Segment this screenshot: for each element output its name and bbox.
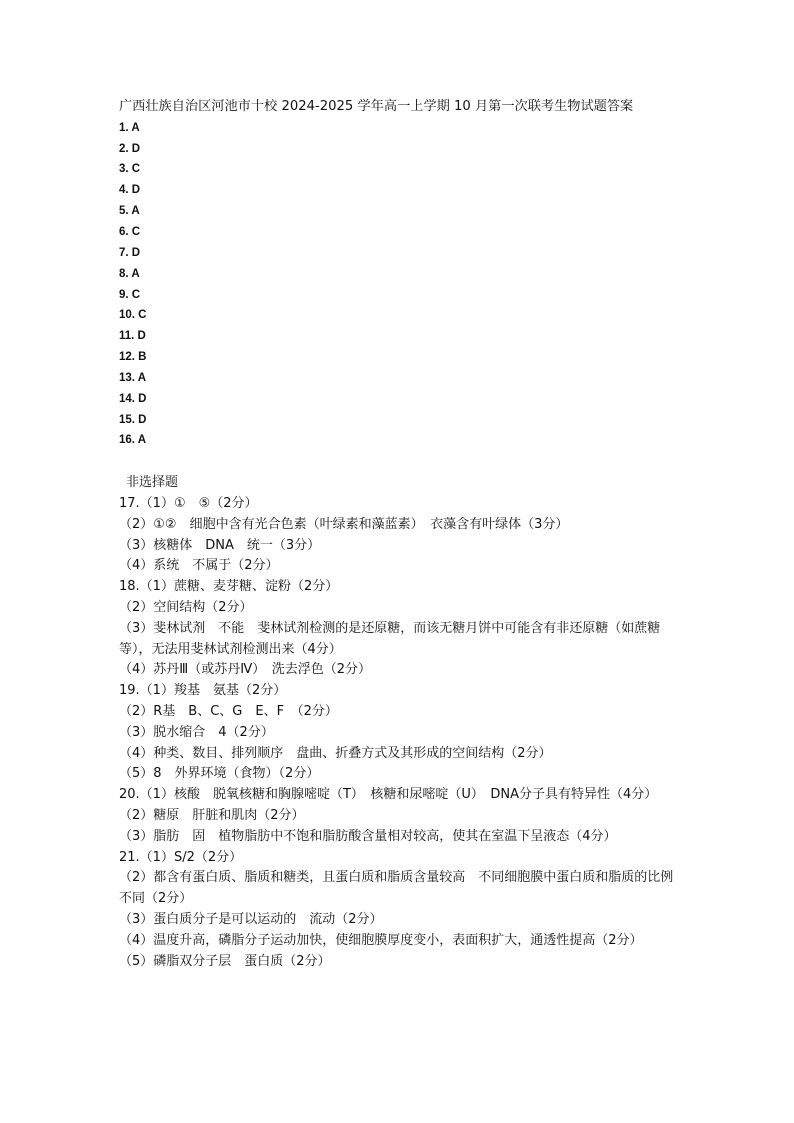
section-heading: 非选择题 (126, 475, 179, 491)
answer-line: （2）空间结构（2分） (119, 600, 253, 616)
answer-line: （3）脱水缩合 4（2分） (119, 724, 274, 740)
answer-item: 8. A (119, 267, 140, 280)
answer-item: 12. B (119, 351, 147, 364)
answer-line: （5）8 外界环境（食物）（2分） (119, 766, 320, 782)
answer-item: 11. D (119, 330, 146, 343)
answer-line: （4）苏丹Ⅲ（或苏丹Ⅳ） 洗去浮色（2分） (119, 662, 372, 678)
answer-line: 21.（1）S/2（2分） (119, 849, 243, 865)
answer-line: 19.（1）羧基 氨基（2分） (119, 683, 287, 699)
answer-line: （2）①② 细胞中含有光合色素（叶绿素和藻蓝素） 衣藻含有叶绿体（3分） (119, 516, 569, 532)
answer-line: 18.（1）蔗糖、麦芽糖、淀粉（2分） (119, 579, 339, 595)
answer-item: 13. A (119, 371, 147, 384)
answer-line: （4）温度升高，磷脂分子运动加快，使细胞膜厚度变小，表面积扩大，通透性提高（2分） (119, 932, 643, 948)
answer-item: 10. C (119, 309, 147, 322)
answer-line: （2）糖原 肝脏和肌肉（2分） (119, 808, 305, 824)
answer-item: 3. C (119, 163, 141, 176)
answer-item: 1. A (119, 121, 140, 134)
answer-line: （5）磷脂双分子层 蛋白质（2分） (119, 953, 331, 969)
answer-line: （2）R基 B、C、G E、F （2分） (119, 704, 338, 720)
answer-line: （3）斐林试剂 不能 斐林试剂检测的是还原糖，而该无糖月饼中可能含有非还原糖（如蔗糖等），无法用斐林试剂检测出来（4分） (119, 620, 661, 657)
multiple-choice-answers (119, 118, 679, 452)
answer-item: 16. A (119, 434, 147, 447)
answer-line: （2）都含有蛋白质、脂质和糖类，且蛋白质和脂质含量较高 不同细胞膜中蛋白质和脂质的比例不同（2分） (119, 870, 674, 907)
answer-line: 20.（1）核酸 脱氧核糖和胸腺嘧啶（T） 核糖和尿嘧啶（U） DNA分子具有特异性（4分） (119, 787, 658, 803)
free-response-answers (119, 494, 679, 972)
answer-item: 7. D (119, 246, 141, 259)
answer-line: （3）脂肪 固 植物脂肪中不饱和脂肪酸含量相对较高，使其在室温下呈液态（4分） (119, 828, 617, 844)
answer-line: 17.（1）① ⑤（2分） (119, 496, 258, 512)
answer-line: （3）核糖体 DNA 统一（3分） (119, 537, 321, 553)
answer-line: （3）蛋白质分子是可以运动的 流动（2分） (119, 912, 383, 928)
answer-item: 5. A (119, 205, 140, 218)
answer-item: 6. C (119, 226, 141, 239)
answer-item: 14. D (119, 392, 147, 405)
document-title: 广西壮族自治区河池市十校 2024-2025 学年高一上学期 10 月第一次联考生物试题答案 (119, 99, 634, 114)
answer-item: 15. D (119, 413, 147, 426)
answer-sheet (119, 97, 679, 972)
answer-line: （4）系统 不属于（2分） (119, 558, 279, 574)
answer-line: （4）种类、数目、排列顺序 盘曲、折叠方式及其形成的空间结构（2分） (119, 745, 552, 761)
answer-item: 2. D (119, 142, 141, 155)
answer-item: 9. C (119, 288, 141, 301)
answer-item: 4. D (119, 184, 141, 197)
